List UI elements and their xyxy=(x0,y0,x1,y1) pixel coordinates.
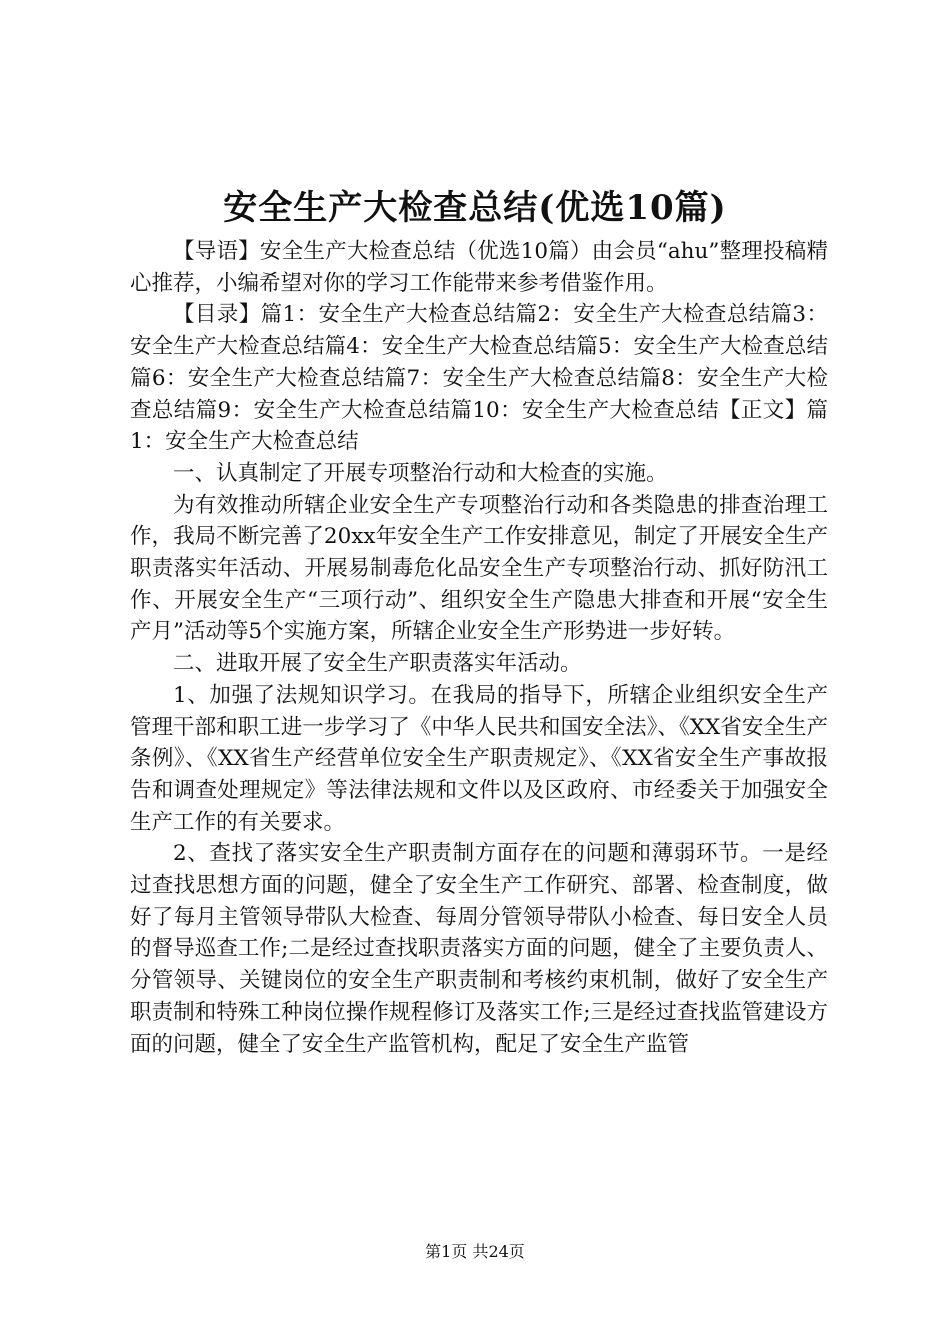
document-body xyxy=(130,236,828,1060)
section-heading-2: 二、进取开展了安全生产职责落实年活动。 xyxy=(173,651,582,677)
intro-paragraph: 【导语】安全生产大检查总结（优选10篇）由会员“ahu”整理投稿精心推荐，小编希望对你的学习工作能带来参考借鉴作用。 xyxy=(130,239,828,296)
body-paragraph: 1、加强了法规知识学习。在我局的指导下，所辖企业组织安全生产管理干部和职工进一步学习了《中华人民共和国安全法》、《XX省安全生产条例》、《XX省生产经营单位安全生产职责规定》、《XX省安全生产事故报告和调查处理规定》等法律法规和文件以及区政府、市经委关于加强安全生产工作的有关要求。 xyxy=(130,682,828,835)
body-paragraph: 2、查找了落实安全生产职责制方面存在的问题和薄弱环节。一是经过查找思想方面的问题，健全了安全生产工作研究、部署、检查制度，做好了每月主管领导带队大检查、每周分管领导带队小检查、每日安全人员的督导巡查工作;二是经过查找职责落实方面的问题，健全了主要负责人、分管领导、关键岗位的安全生产职责制和考核约束机制，做好了安全生产职责制和特殊工种岗位操作规程修订及落实工作;三是经过查找监管建设方面的问题，健全了安全生产监管机构，配足了安全生产监管 xyxy=(130,841,828,1057)
page-number-footer: 第1页 共24页 xyxy=(425,1242,525,1261)
body-paragraph: 为有效推动所辖企业安全生产专项整治行动和各类隐患的排查治理工作，我局不断完善了20xx年安全生产工作安排意见，制定了开展安全生产职责落实年活动、开展易制毒危化品安全生产专项整治行动、抓好防汛工作、开展安全生产“三项行动”、组织安全生产隐患大排查和开展“安全生产月”活动等5个实施方案，所辖企业安全生产形势进一步好转。 xyxy=(130,492,828,645)
toc-paragraph: 【目录】篇1：安全生产大检查总结篇2：安全生产大检查总结篇3：安全生产大检查总结篇4：安全生产大检查总结篇5：安全生产大检查总结篇6：安全生产大检查总结篇7：安全生产大检查总结篇8：安全生产大检查总结篇9：安全生产大检查总结篇10：安全生产大检查总结【正文】篇1：安全生产大检查总结 xyxy=(130,302,828,455)
section-heading-1: 一、认真制定了开展专项整治行动和大检查的实施。 xyxy=(173,460,668,486)
document-title: 安全生产大检查总结(优选10篇) xyxy=(223,188,727,228)
